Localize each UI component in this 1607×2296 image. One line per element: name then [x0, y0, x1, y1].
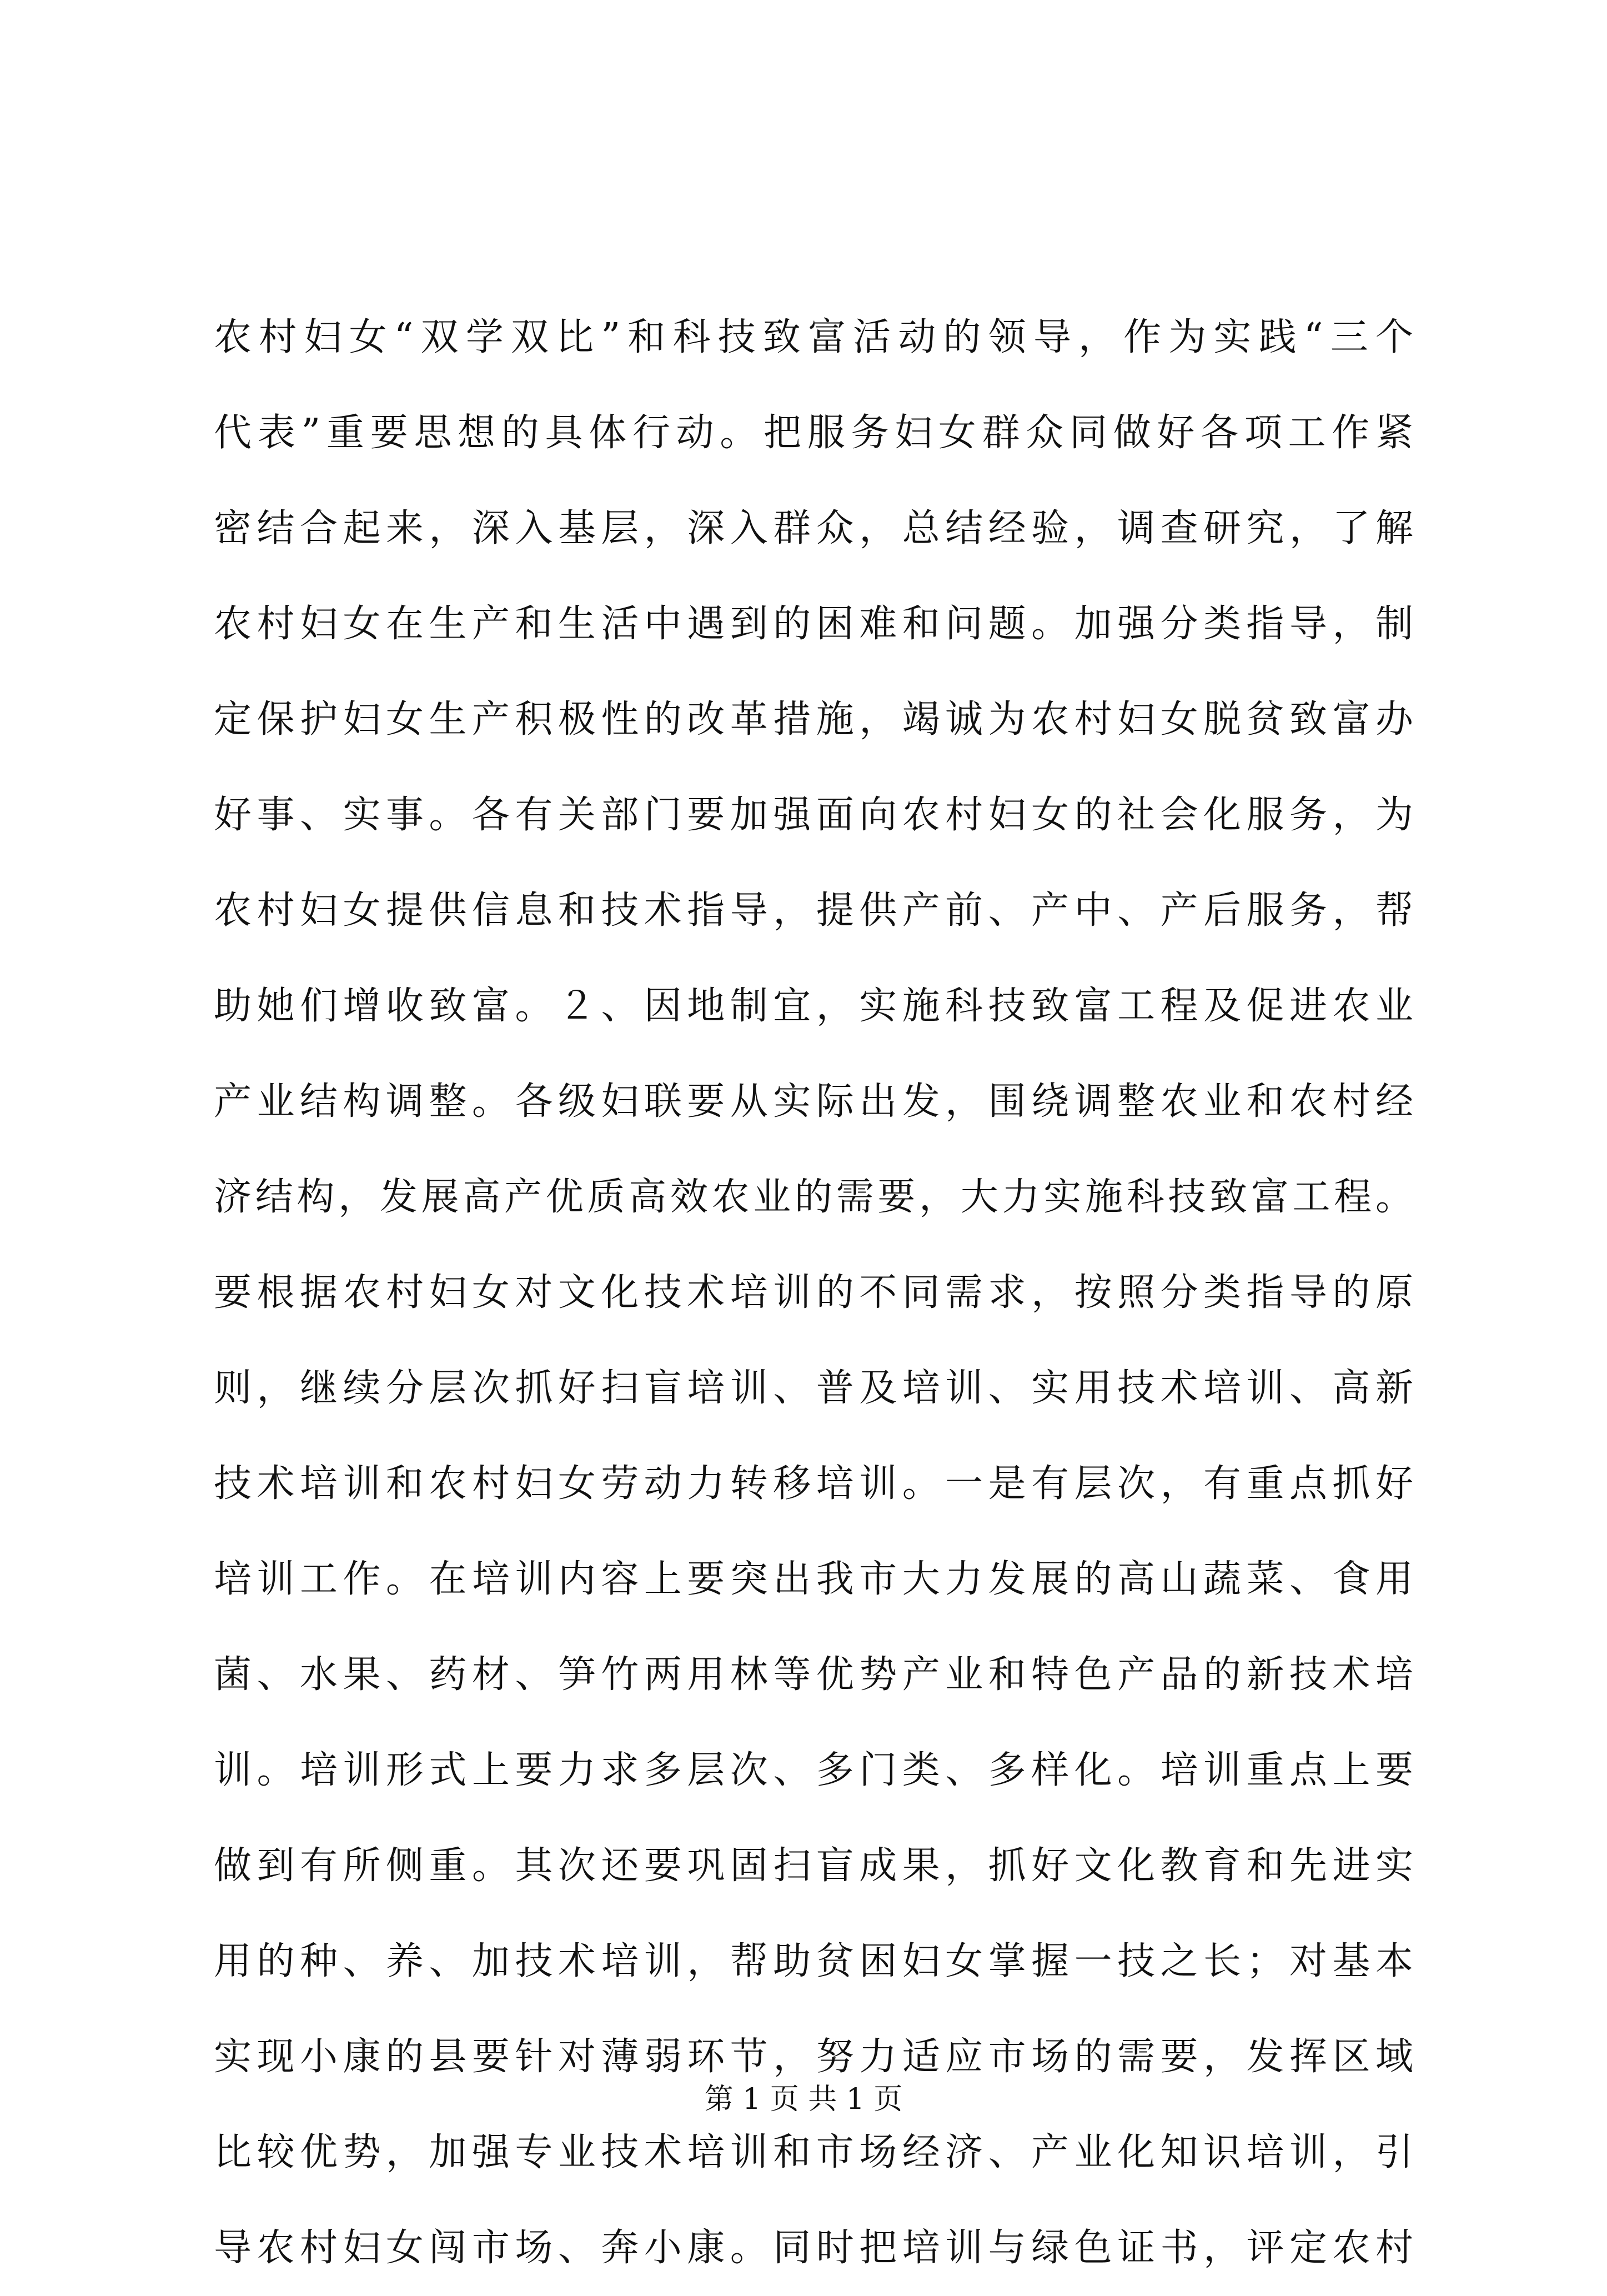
body-text	[214, 290, 1413, 2296]
text-line-20: 比较优势，加强专业技术培训和市场经济、产业化知识培训，引	[214, 2130, 1413, 2174]
text-line-5: 定保护妇女生产积极性的改革措施，竭诚为农村妇女脱贫致富办	[214, 698, 1413, 741]
text-line-14: 培训工作。在培训内容上要突出我市大力发展的高山蔬菜、食用	[214, 1557, 1413, 1601]
text-line-4: 农村妇女在生产和生活中遇到的困难和问题。加强分类指导，制	[214, 602, 1413, 646]
text-line-12: 则，继续分层次抓好扫盲培训、普及培训、实用技术培训、高新	[214, 1366, 1413, 1410]
text-line-7: 农村妇女提供信息和技术指导，提供产前、产中、产后服务，帮	[214, 889, 1413, 933]
text-line-13: 技术培训和农村妇女劳动力转移培训。一是有层次，有重点抓好	[214, 1462, 1413, 1506]
text-line-16: 训。培训形式上要力求多层次、多门类、多样化。培训重点上要	[214, 1748, 1413, 1792]
text-line-11: 要根据农村妇女对文化技术培训的不同需求，按照分类指导的原	[214, 1271, 1413, 1315]
text-line-8: 助她们增收致富。２、因地制宜，实施科技致富工程及促进农业	[214, 984, 1413, 1028]
text-line-21: 导农村妇女闯市场、奔小康。同时把培训与绿色证书，评定农村	[214, 2226, 1413, 2270]
text-line-6: 好事、实事。各有关部门要加强面向农村妇女的社会化服务，为	[214, 793, 1413, 837]
text-line-18: 用的种、养、加技术培训，帮助贫困妇女掌握一技之长；对基本	[214, 1939, 1413, 1983]
text-line-15: 菌、水果、药材、笋竹两用林等优势产业和特色产品的新技术培	[214, 1653, 1413, 1697]
text-line-9: 产业结构调整。各级妇联要从实际出发，围绕调整农业和农村经	[214, 1080, 1413, 1124]
text-line-1: 农村妇女“双学双比”和科技致富活动的领导，作为实践“三个	[214, 315, 1413, 359]
text-line-3: 密结合起来，深入基层，深入群众，总结经验，调查研究，了解	[214, 507, 1413, 550]
text-line-19: 实现小康的县要针对薄弱环节，努力适应市场的需要，发挥区域	[214, 2035, 1413, 2079]
text-line-17: 做到有所侧重。其次还要巩固扫盲成果，抓好文化教育和先进实	[214, 1844, 1413, 1888]
text-line-2: 代表”重要思想的具体行动。把服务妇女群众同做好各项工作紧	[214, 411, 1413, 455]
page-footer: 第 1 页 共 1 页	[704, 2083, 903, 2116]
text-line-10: 济结构，发展高产优质高效农业的需要，大力实施科技致富工程。	[214, 1175, 1413, 1219]
